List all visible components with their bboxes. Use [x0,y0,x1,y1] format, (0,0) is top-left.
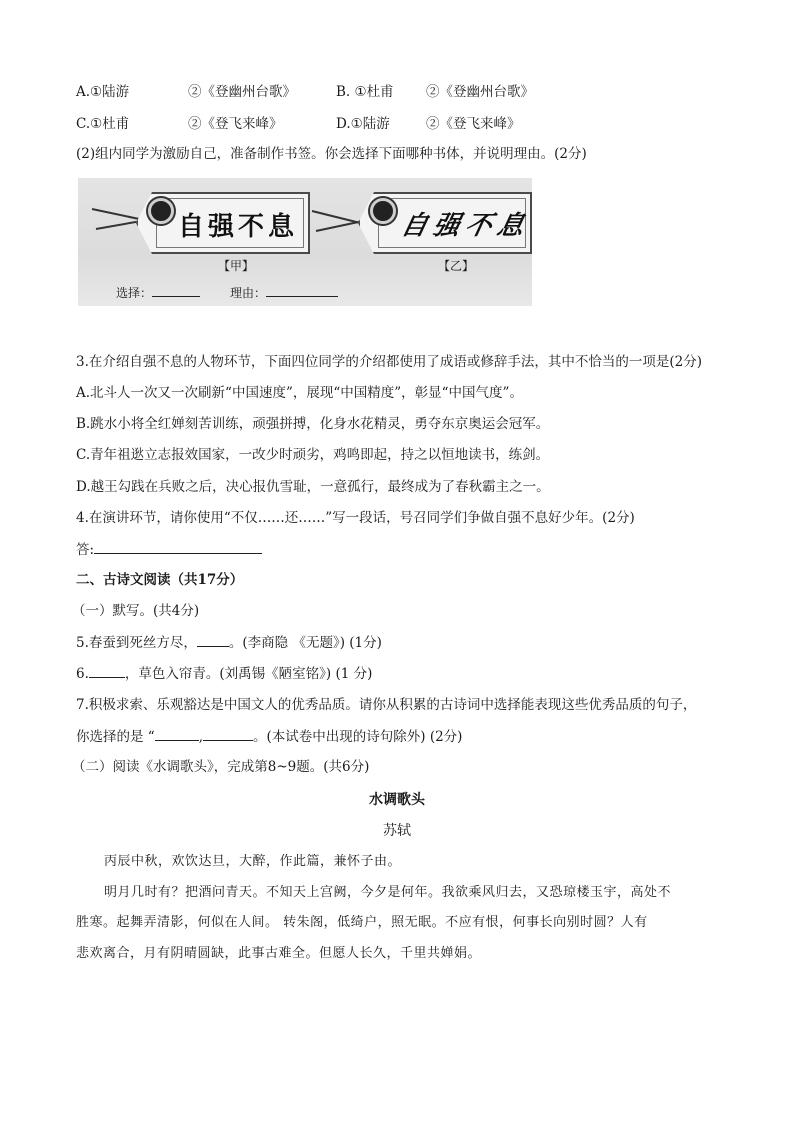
bookmark-image [78,178,532,306]
section2-part1: （一）默写。(共4分) [72,603,200,619]
q7-prefix: 你选择的是 “ [76,729,155,745]
q7-blank-1[interactable] [155,726,199,741]
q7-comma: , [198,729,203,745]
q5-prefix: 5.春蚕到死丝方尽， [76,635,197,651]
bookmark-hole-icon [148,198,174,224]
bookmark-yi-text: 自强不息 [398,211,533,241]
option-a-author: ①陆游 [90,84,130,100]
q7-line1: 7.积极求索、乐观豁达是中国文人的优秀品质。请你从积累的古诗词中选择能表现这些优秀品质的句子， [76,697,697,713]
q4-answer [76,539,262,560]
q7-suffix: 。(本试卷中出现的诗句除外) (2分) [253,729,463,745]
q5-suffix: 。(李商隐 《无题》) (1分) [228,635,382,651]
option-d-author: ①陆游 [350,116,390,132]
poem-preface: 丙辰中秋，欢饮达旦，大醉，作此篇，兼怀子由。 [104,854,402,869]
option-c-poem: ②《登飞来峰》 [188,116,283,132]
bookmark-jia-text: 自强不息 [178,212,299,242]
choose-field [116,282,200,301]
option-a-letter: A. [76,84,91,100]
q3-stem: 3.在介绍自强不息的人物环节，下面四位同学的介绍都使用了成语或修辞手法，其中不恰当的一项是(2分) [76,354,703,370]
reason-blank[interactable] [266,282,338,297]
poem-title: 水调歌头 [369,792,425,808]
option-d-poem: ②《登飞来峰》 [426,116,521,132]
poem-line-1: 明月几时有？把酒问青天。不知天上宫阙，今夕是何年。我欲乘风归去，又恐琼楼玉宇，高处不 [104,885,672,900]
poem-line-3: 悲欢离合，月有阴晴圆缺，此事古难全。但愿人长久，千里共婵娟。 [76,946,482,961]
option-b [336,82,394,102]
q4-stem: 4.在演讲环节，请你使用“不仅……还……”写一段话，号召同学们争做自强不息好少年。(2分) [76,510,635,526]
option-c-author: ①杜甫 [90,116,130,132]
q6-suffix: ，草色入帘青。(刘禹锡《陋室铭》) (1 分) [124,666,373,682]
q5-blank[interactable] [197,632,229,647]
option-c [76,114,129,134]
bookmark-hole-icon [370,198,396,224]
option-b-poem: ②《登幽州台歌》 [426,84,534,100]
option-b-letter: B. [336,84,351,100]
q3-option-d: D.越王勾践在兵败之后，决心报仇雪耻，一意孤行，最终成为了春秋霸主之一。 [76,479,550,495]
choose-blank[interactable] [152,282,200,297]
q6 [76,663,372,684]
reason-field [230,282,338,301]
q4-answer-blank[interactable] [94,539,262,554]
q2-stem: (2)组内同学为激励自己，准备制作书签。你会选择下面哪种书体，并说明理由。(2分) [76,146,587,162]
choose-label: 选择： [116,286,153,300]
reason-label: 理由： [230,286,267,300]
q3-option-c: C.青年祖逖立志报效国家，一改少时顽劣，鸡鸣即起，持之以恒地读书，练剑。 [76,447,550,463]
caption-yi: 【乙】 [438,259,475,273]
option-a-poem: ②《登幽州台歌》 [188,84,296,100]
q5 [76,632,382,653]
q7-blank-2[interactable] [203,726,253,741]
option-a [76,82,129,102]
option-d [336,114,390,134]
poem-author: 苏轼 [383,823,411,839]
section2-title: 二、古诗文阅读（共17分） [76,572,244,588]
q6-blank[interactable] [89,663,125,678]
section2-part2: （二）阅读《水调歌头》，完成第8~9题。(共6分) [72,759,370,775]
q6-prefix: 6. [76,666,89,682]
answer-label: 答: [76,542,95,558]
option-b-author: ①杜甫 [354,84,394,100]
option-d-letter: D. [336,116,351,132]
poem-line-2: 胜寒。起舞弄清影，何似在人间。 转朱阁，低绮户，照无眠。不应有恨，何事长向别时圆？人有 [76,915,648,930]
q3-option-a: A.北斗人一次又一次刷新“中国速度”，展现“中国精度”，彰显“中国气度”。 [76,385,523,401]
option-c-letter: C. [76,116,91,132]
q3-option-b: B.跳水小将全红婵刻苦训练，顽强拼搏，化身水花精灵，勇夺东京奥运会冠军。 [76,416,550,432]
caption-jia: 【甲】 [218,259,255,273]
q7-line2 [76,726,462,747]
